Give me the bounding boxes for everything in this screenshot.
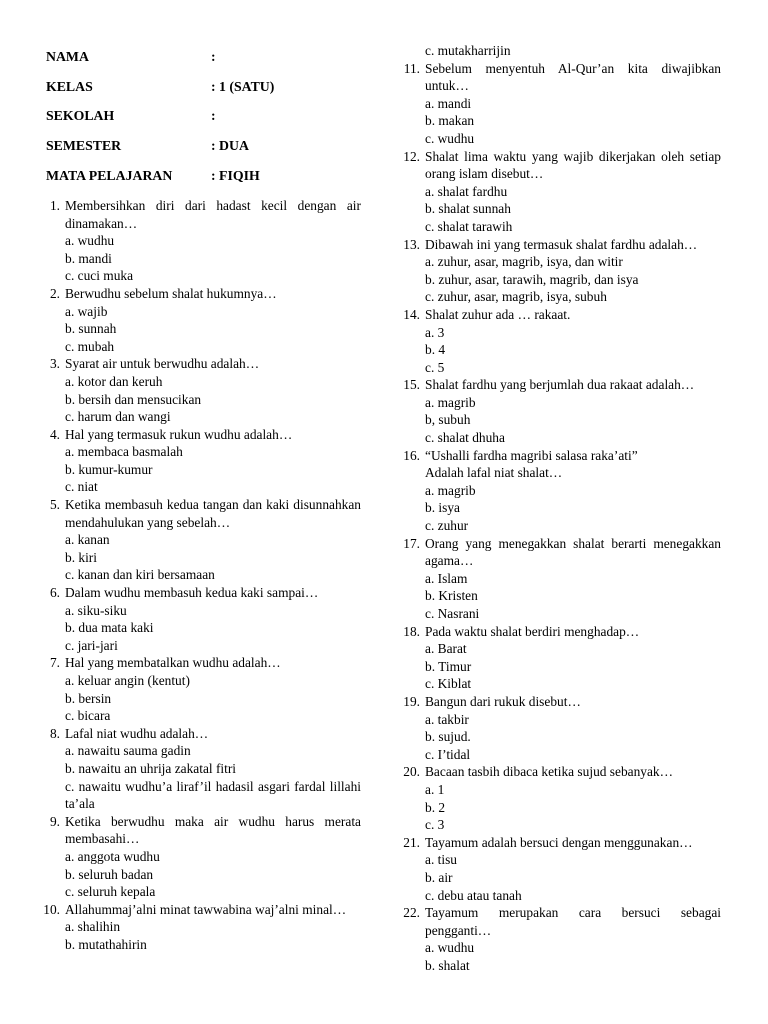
- answer-option: a. wajib: [65, 303, 108, 319]
- answer-option: b. sunnah: [65, 321, 117, 337]
- question-text: Dalam wudhu membasuh kedua kaki sampai…: [65, 585, 319, 601]
- right-column: [403, 42, 721, 974]
- question-number: 12.: [403, 148, 420, 164]
- answer-option: a. Barat: [425, 641, 467, 657]
- question-text: Shalat fardhu yang berjumlah dua rakaat adalah…: [425, 377, 695, 393]
- question-number: 14.: [403, 306, 420, 322]
- question-text: Orang yang menegakkan shalat berarti menegakkan agama…: [425, 535, 721, 569]
- question-item: [46, 725, 361, 813]
- question-item: [46, 197, 361, 285]
- question-text: Ketika berwudhu maka air wudhu harus merata membasahi…: [65, 813, 361, 847]
- answer-option: c. zuhur: [425, 518, 469, 534]
- answer-option: c. mubah: [65, 338, 115, 354]
- question-text: Berwudhu sebelum shalat hukumnya…: [65, 285, 277, 301]
- header-label: KELAS: [46, 78, 93, 94]
- option: c. mutakharrijin: [425, 43, 511, 58]
- question-item: [403, 535, 721, 623]
- answer-option: c. bicara: [65, 708, 111, 724]
- question-number: 6.: [49, 585, 60, 601]
- answer-option: b. isya: [425, 500, 460, 516]
- answer-option: b. bersih dan mensucikan: [65, 391, 202, 407]
- header-row: [46, 102, 361, 132]
- question-text: Tayamum merupakan cara bersuci sebagai pengganti…: [425, 905, 721, 938]
- answer-option: a. zuhur, asar, magrib, isya, dan witir: [425, 254, 623, 270]
- answer-option: c. debu atau tanah: [425, 887, 522, 903]
- question-text: Lafal niat wudhu adalah…: [65, 725, 209, 741]
- answer-option: b. kiri: [65, 549, 97, 565]
- answer-option: c. kanan dan kiri bersamaan: [65, 567, 215, 583]
- answer-option: a. nawaitu sauma gadin: [65, 743, 191, 759]
- answer-option: a. 1: [425, 781, 445, 797]
- question-text: Hal yang termasuk rukun wudhu adalah…: [65, 426, 293, 442]
- header-row: [46, 131, 361, 161]
- question-item: [46, 355, 361, 425]
- student-info-header: [46, 42, 361, 191]
- answer-option: c. niat: [65, 479, 98, 495]
- answer-option: b, subuh: [425, 412, 471, 428]
- answer-option: b. zuhur, asar, tarawih, magrib, dan isya: [425, 271, 639, 287]
- answer-option: c. jari-jari: [65, 637, 118, 653]
- answer-option: a. Islam: [425, 570, 468, 586]
- answer-option: c. 3: [425, 817, 445, 833]
- header-value: : 1 (SATU): [211, 78, 275, 94]
- answer-option: a. wudhu: [425, 940, 475, 956]
- question-number: 8.: [49, 725, 60, 741]
- question-item: [46, 584, 361, 654]
- answer-option: c. 5: [425, 359, 445, 375]
- answer-option: b. Timur: [425, 658, 472, 674]
- answer-option: c. harum dan wangi: [65, 409, 171, 425]
- header-row: [46, 161, 361, 191]
- answer-option: c. I’tidal: [425, 746, 471, 762]
- header-row: [46, 42, 361, 72]
- question-number: 2.: [49, 285, 60, 301]
- answer-option: c. Kiblat: [425, 676, 472, 692]
- question-text: “Ushalli fardha magribi salasa raka’ati”: [425, 447, 638, 463]
- question-item: [403, 306, 721, 376]
- answer-option: a. membaca basmalah: [65, 444, 183, 460]
- answer-option: a. keluar angin (kentut): [65, 673, 190, 689]
- question-item: [43, 901, 361, 954]
- answer-option: a. tisu: [425, 852, 457, 868]
- question-text: Shalat zuhur ada … rakaat.: [425, 306, 571, 322]
- answer-option: a. shalat fardhu: [425, 183, 508, 199]
- answer-option: c. Nasrani: [425, 606, 480, 621]
- answer-option: a. magrib: [425, 394, 476, 410]
- answer-option: a. mandi: [425, 95, 472, 111]
- question-text: Bangun dari rukuk disebut…: [425, 693, 581, 709]
- header-label: SEKOLAH: [46, 108, 115, 124]
- question-number: 20.: [403, 764, 420, 780]
- question-number: 4.: [49, 426, 60, 442]
- question-item: [403, 763, 721, 833]
- question-number: 21.: [403, 834, 420, 850]
- question-number: 16.: [403, 447, 420, 463]
- question-item: [403, 834, 721, 904]
- question-text: Hal yang membatalkan wudhu adalah…: [65, 655, 281, 671]
- question-number: 5.: [49, 497, 60, 513]
- question-number: 15.: [403, 377, 420, 393]
- question-number: 11.: [403, 60, 420, 76]
- question-number: 19.: [403, 693, 420, 709]
- question-item: [403, 447, 721, 535]
- answer-option: b. Kristen: [425, 588, 478, 604]
- question-list-right: [403, 60, 721, 975]
- question-text: Tayamum adalah bersuci dengan menggunakan…: [425, 834, 693, 850]
- question-number: 9.: [49, 813, 60, 829]
- answer-option: b. shalat: [425, 957, 470, 973]
- question-list-left: [43, 197, 361, 954]
- answer-option: b. air: [425, 869, 453, 885]
- answer-option: b. bersin: [65, 690, 112, 706]
- answer-option: c. cuci muka: [65, 268, 134, 284]
- answer-option: c. zuhur, asar, magrib, isya, subuh: [425, 289, 607, 305]
- question-item: [403, 236, 721, 306]
- question-item: [403, 904, 721, 974]
- question-text: Syarat air untuk berwudhu adalah…: [65, 356, 260, 372]
- answer-option: a. kotor dan keruh: [65, 373, 163, 389]
- header-row: [46, 72, 361, 102]
- question-text: Sebelum menyentuh Al-Qur’an kita diwajibkan untuk…: [425, 60, 721, 94]
- question-text: Shalat lima waktu yang wajib dikerjakan oleh setiap orang islam disebut…: [425, 148, 721, 182]
- question-item: [46, 496, 361, 584]
- answer-option: c. seluruh kepala: [65, 884, 156, 900]
- answer-option: a. anggota wudhu: [65, 848, 160, 864]
- header-value: : FIQIH: [211, 168, 260, 184]
- question-number: 17.: [403, 535, 420, 551]
- question-item: [403, 148, 721, 236]
- header-label: NAMA: [46, 48, 89, 64]
- answer-option: a. shalihin: [65, 919, 121, 935]
- question-item: [46, 426, 361, 496]
- header-value: :: [211, 108, 216, 124]
- question-text: Membersihkan diri dari hadast kecil dengan air dinamakan…: [65, 197, 361, 231]
- question-text: Bacaan tasbih dibaca ketika sujud sebanyak…: [425, 764, 674, 780]
- answer-option: b. shalat sunnah: [425, 201, 511, 217]
- question-item: [46, 813, 361, 901]
- answer-option: a. siku-siku: [65, 602, 127, 618]
- question-subline: Adalah lafal niat shalat…: [425, 465, 563, 481]
- header-label: SEMESTER: [46, 138, 122, 154]
- question-item: [46, 654, 361, 724]
- answer-option: c. nawaitu wudhu’a liraf’il hadasil asgari fardal lillahi ta’ala: [65, 778, 361, 812]
- question-item: [46, 285, 361, 355]
- answer-option: b. kumur-kumur: [65, 461, 153, 477]
- question-item: [403, 693, 721, 763]
- question-item: [403, 60, 721, 148]
- question-text: Ketika membasuh kedua tangan dan kaki disunnahkan mendahulukan yang sebelah…: [65, 497, 361, 530]
- question-text: Pada waktu shalat berdiri menghadap…: [425, 623, 640, 639]
- carry-over-options: [406, 42, 721, 60]
- question-item: [403, 376, 721, 446]
- answer-option: c. shalat dhuha: [425, 430, 505, 446]
- question-number: 7.: [49, 655, 60, 671]
- question-item: [403, 623, 721, 693]
- answer-option: b. nawaitu an uhrija zakatal fitri: [65, 760, 237, 776]
- question-number: 13.: [403, 236, 420, 252]
- answer-option: a. magrib: [425, 482, 476, 498]
- answer-option: b. makan: [425, 113, 475, 129]
- question-number: 18.: [403, 623, 420, 639]
- question-text: Allahummaj’alni minat tawwabina waj’alni minal…: [65, 901, 347, 917]
- answer-option: a. kanan: [65, 532, 110, 548]
- answer-option: b. mandi: [65, 250, 112, 266]
- answer-option: a. takbir: [425, 711, 469, 727]
- header-value: :: [211, 48, 216, 64]
- answer-option: b. 2: [425, 799, 446, 815]
- answer-option: b. seluruh badan: [65, 866, 154, 882]
- answer-option: a. wudhu: [65, 233, 115, 249]
- header-value: : DUA: [211, 138, 249, 154]
- answer-option: b. dua mata kaki: [65, 620, 154, 636]
- left-column: [43, 42, 361, 954]
- question-number: 10.: [43, 901, 60, 917]
- answer-option: c. shalat tarawih: [425, 218, 513, 234]
- question-number: 1.: [49, 197, 60, 213]
- question-number: 3.: [49, 356, 60, 372]
- answer-option: b. sujud.: [425, 729, 471, 745]
- question-text: Dibawah ini yang termasuk shalat fardhu adalah…: [425, 236, 698, 252]
- question-number: 22.: [403, 905, 420, 921]
- header-label: MATA PELAJARAN: [46, 168, 173, 184]
- answer-option: c. wudhu: [425, 130, 475, 146]
- answer-option: a. 3: [425, 324, 445, 340]
- answer-option: b. 4: [425, 342, 446, 358]
- answer-option: b. mutathahirin: [65, 936, 147, 952]
